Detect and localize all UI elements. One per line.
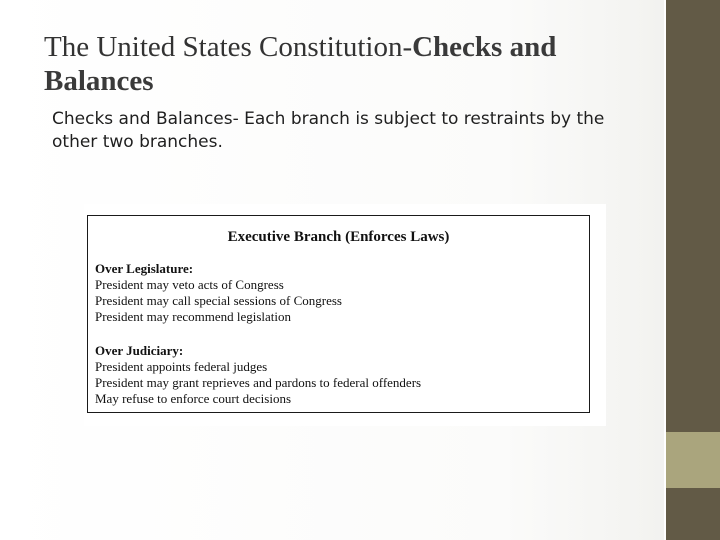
list-item: President may recommend legislation [95,309,292,324]
executive-branch-figure [84,204,606,426]
list-item: President may grant reprieves and pardons to federal offenders [95,375,422,390]
title-emphasis: Checks and Balances [44,31,557,97]
title-plain: The United States Constitution- [44,31,413,63]
sidebar-bar-bottom [666,488,720,540]
list-item: President appoints federal judges [95,359,268,374]
slide-subtitle: Checks and Balances- Each branch is subject to restraints by the other two branches. [52,109,605,152]
group-heading-judiciary: Over Judiciary: [95,343,184,358]
sidebar-bar-accent [666,432,720,488]
group-heading-legislature: Over Legislature: [95,261,194,276]
list-item: President may call special sessions of Congress [95,293,342,308]
executive-branch-box [87,215,590,413]
figure-heading: Executive Branch (Enforces Laws) [227,229,450,245]
slide-title [44,30,644,98]
sidebar-bar-top [666,0,720,432]
list-item: May refuse to enforce court decisions [95,391,292,406]
list-item: President may veto acts of Congress [95,277,284,292]
